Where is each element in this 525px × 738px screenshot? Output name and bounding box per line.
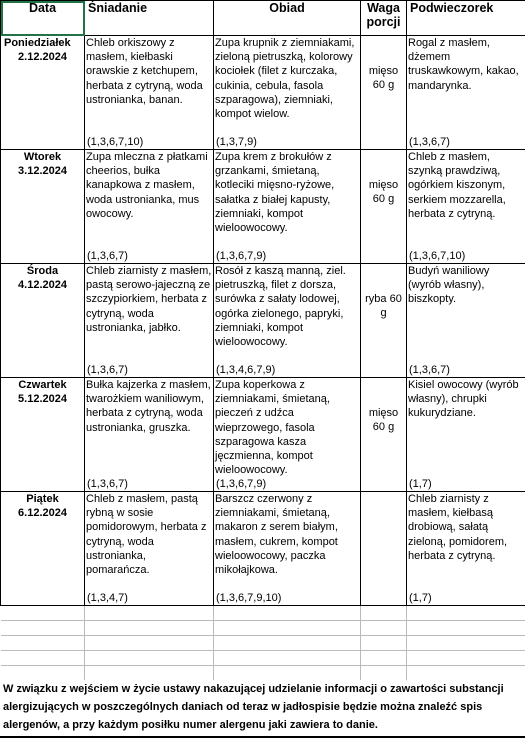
sniadanie-text: Chleb orkiszowy z masłem, kiełbaski orawskie z ketchupem, herbata z cytryną, woda ustronianka, banan. [86,37,203,106]
day-cell[interactable] [1,264,85,378]
empty-cell[interactable] [361,621,407,636]
obiad-cell[interactable] [214,264,361,378]
day-row [1,378,525,492]
empty-cell[interactable] [214,636,361,651]
obiad-cell[interactable] [214,492,361,606]
day-cell[interactable] [1,36,85,150]
waga-cell[interactable] [361,36,407,150]
day-date: 5.12.2024 [18,393,67,406]
waga-cell[interactable] [361,492,407,606]
header-data[interactable]: Data [1,1,85,36]
sniadanie-allergens: (1,3,6,7) [87,477,128,490]
podwieczorek-text: Budyń waniliowy (wyrób własny), biszkopty. [408,265,490,306]
podwieczorek-text: Kisiel owocowy (wyrób własny), chrupki kukurydziane. [408,379,519,420]
waga-text: mięso 60 g [368,65,399,92]
day-name: Piątek [26,493,59,505]
podwieczorek-cell[interactable] [407,150,525,264]
empty-cell[interactable] [85,651,214,666]
podwieczorek-allergens: (1,3,6,7,10) [409,249,466,262]
empty-cell[interactable] [407,666,525,681]
empty-cell[interactable] [214,606,361,621]
empty-cell[interactable] [1,636,85,651]
empty-cell[interactable] [1,606,85,621]
day-date: 6.12.2024 [18,507,67,520]
day-row [1,150,525,264]
sniadanie-cell[interactable] [85,36,214,150]
empty-cell[interactable] [85,636,214,651]
sniadanie-cell[interactable] [85,264,214,378]
empty-cell[interactable] [407,606,525,621]
waga-cell[interactable] [361,378,407,492]
waga-text: mięso 60 g [368,179,399,206]
waga-text: ryba 60 g [365,293,402,320]
day-row [1,264,525,378]
empty-cell[interactable] [214,651,361,666]
empty-cell[interactable] [214,621,361,636]
allergen-footer-note: W związku z wejściem w życie ustawy nakazującej udzielanie informacji o zawartości substancji alergizujących w poszczególnych daniach od teraz w jadłospisie będzie można znaleźć spis alergenów, a przy każdym posiłku numer alergenu jaki zawiera to danie. [3,683,504,731]
day-cell[interactable] [1,492,85,606]
obiad-cell[interactable] [214,36,361,150]
obiad-text: Zupa krem z brokułów z grzankami, śmietaną, kotleciki mięsno-ryżowe, sałatka z białej kapusty, ziemniaki, kompot wieloowocowy. [215,151,335,235]
empty-row [1,621,525,636]
empty-cell[interactable] [361,651,407,666]
empty-cell[interactable] [85,621,214,636]
sniadanie-allergens: (1,3,6,7,10) [87,135,144,148]
obiad-text: Barszcz czerwony z ziemniakami, śmietaną, makaron z serem białym, masłem, cukrem, kompot wieloowocowy, paczka mikołajkowa. [215,493,338,577]
sniadanie-cell[interactable] [85,492,214,606]
day-row [1,492,525,606]
podwieczorek-text: Rogal z masłem, dżemem truskawkowym, kakao, mandarynka. [408,37,519,92]
sniadanie-text: Bułka kajzerka z masłem, twarożkiem waniliowym, herbata z cytryną, woda ustronianka, gruszka. [86,379,211,434]
empty-cell[interactable] [407,651,525,666]
empty-cell[interactable] [407,621,525,636]
empty-cell[interactable] [361,666,407,681]
day-row [1,36,525,150]
obiad-allergens: (1,3,4,6,7,9) [216,363,276,376]
day-date: 2.12.2024 [18,51,67,64]
obiad-cell[interactable] [214,378,361,492]
podwieczorek-cell[interactable] [407,492,525,606]
podwieczorek-text: Chleb ziarnisty z masłem, kiełbasą drobiową, sałatą zieloną, pomidorem, herbata z cytryną. [408,493,508,562]
day-cell[interactable] [1,150,85,264]
sniadanie-text: Chleb z masłem, pastą rybną w sosie pomidorowym, herbata z cytryną, woda ustronianka, pomarańcza. [86,493,207,577]
empty-row [1,651,525,666]
sniadanie-cell[interactable] [85,378,214,492]
empty-cell[interactable] [1,666,85,681]
header-obiad[interactable]: Obiad [214,1,361,36]
header-waga[interactable]: Waga porcji [361,1,407,36]
obiad-allergens: (1,3,6,7,9,10) [216,591,282,604]
podwieczorek-allergens: (1,7) [409,591,432,604]
header-podwieczorek[interactable]: Podwieczorek [407,1,525,36]
sniadanie-cell[interactable] [85,150,214,264]
day-name: Środa [26,265,59,277]
obiad-text: Rosół z kaszą manną, ziel. pietruszką, filet z dorsza, surówka z sałaty lodowej, ogórka zielonego, papryki, ziemniaki, kompot wieloowocowy. [215,265,346,349]
podwieczorek-allergens: (1,3,6,7) [409,363,450,376]
empty-cell[interactable] [85,606,214,621]
sniadanie-allergens: (1,3,6,7) [87,363,128,376]
sniadanie-allergens: (1,3,6,7) [87,249,128,262]
empty-row [1,636,525,651]
day-date: 3.12.2024 [18,165,67,178]
obiad-allergens: (1,3,7,9) [216,135,257,148]
obiad-allergens: (1,3,6,7,9) [216,477,267,490]
podwieczorek-cell[interactable] [407,264,525,378]
day-name: Poniedziałek [4,37,71,49]
day-name: Wtorek [23,151,62,163]
obiad-allergens: (1,3,6,7,9) [216,249,267,262]
day-name: Czwartek [18,379,67,391]
empty-cell[interactable] [1,651,85,666]
obiad-text: Zupa koperkowa z ziemniakami, śmietaną, pieczeń z udźca wieprzowego, fasola szparagowa kasza jęczmienna, kompot wieloowocowy. [215,379,330,477]
empty-cell[interactable] [361,636,407,651]
empty-cell[interactable] [214,666,361,681]
podwieczorek-allergens: (1,7) [409,477,432,490]
podwieczorek-allergens: (1,3,6,7) [409,135,450,148]
empty-cell[interactable] [361,606,407,621]
obiad-text: Zupa krupnik z ziemniakami, zieloną pietruszką, kolorowy kociołek (filet z kurczaka, cukinia, cebula, fasola szparagowa), ziemniaki, kompot wielow. [215,37,355,121]
empty-row [1,666,525,681]
empty-cell[interactable] [407,636,525,651]
empty-cell[interactable] [85,666,214,681]
podwieczorek-text: Chleb z masłem, szynką prawdziwą, ogórkiem kiszonym, serkiem mozzarella, herbata z cytryną. [408,151,506,220]
waga-text: mięso 60 g [368,407,399,434]
sniadanie-text: Zupa mleczna z płatkami cheerios, bułka kanapkowa z masłem, woda ustronianka, mus owocowy. [86,151,208,220]
obiad-cell[interactable] [214,150,361,264]
day-date: 4.12.2024 [18,279,67,292]
sniadanie-allergens: (1,3,4,7) [87,591,128,604]
sniadanie-text: Chleb ziarnisty z masłem, pastą serowo-jajeczną ze szczypiorkiem, herbata z cytryną, woda ustronianka, jabłko. [86,265,212,334]
podwieczorek-cell[interactable] [407,36,525,150]
day-cell[interactable] [1,378,85,492]
header-sniadanie[interactable]: Śniadanie [85,1,214,36]
empty-row [1,606,525,621]
empty-cell[interactable] [1,621,85,636]
waga-cell[interactable] [361,264,407,378]
podwieczorek-cell[interactable] [407,378,525,492]
waga-cell[interactable] [361,150,407,264]
header-row [1,1,525,36]
